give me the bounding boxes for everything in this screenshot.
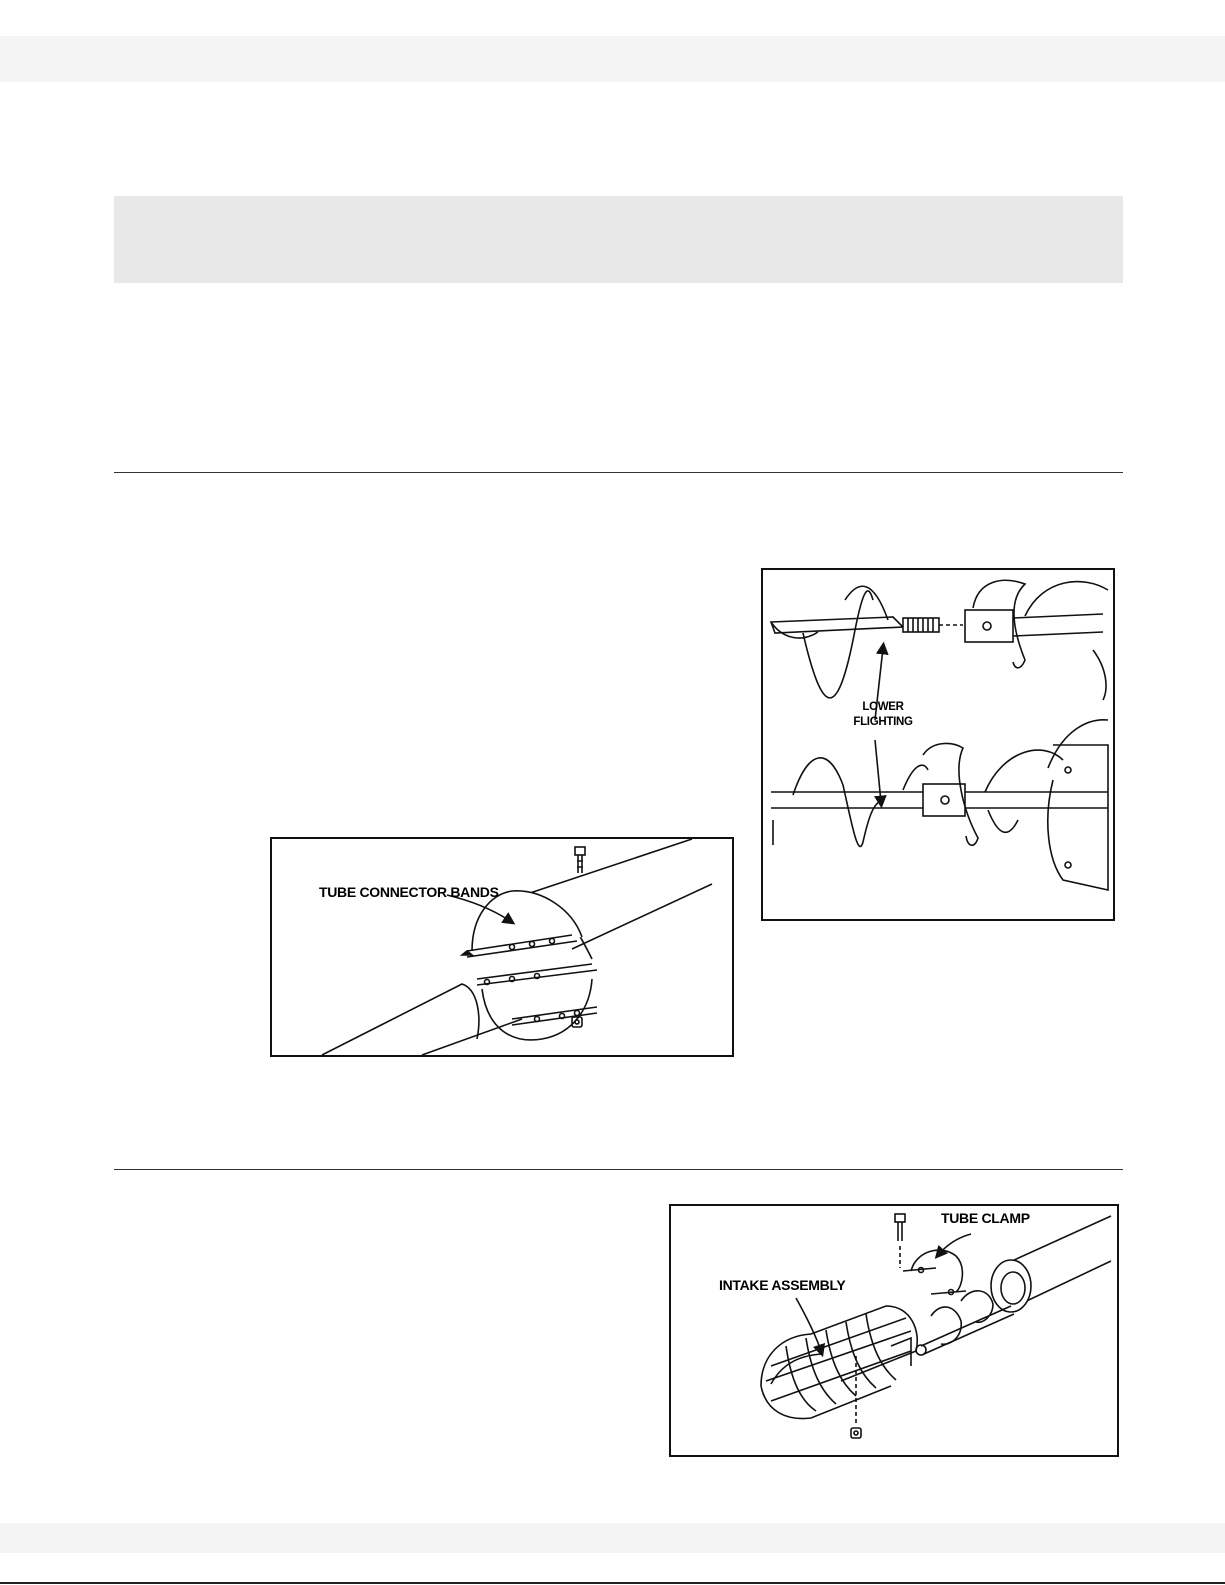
- section-divider-2: [114, 1169, 1123, 1170]
- intake-illustration: [671, 1206, 1117, 1455]
- intake-assembly-label: INTAKE ASSEMBLY: [719, 1277, 846, 1293]
- figure-tube-connector-bands: [270, 837, 734, 1057]
- lower-flighting-label-line1: LOWER: [862, 701, 904, 713]
- bottom-rule: [0, 1582, 1225, 1584]
- tube-connector-bands-label: TUBE CONNECTOR BANDS: [319, 884, 499, 900]
- lower-flighting-label-line2: FLIGHTING: [853, 716, 913, 728]
- connector-bands-illustration: [272, 839, 732, 1055]
- section-divider-1: [114, 472, 1123, 473]
- tube-clamp-label: TUBE CLAMP: [941, 1210, 1030, 1226]
- bottom-margin-band: [0, 1523, 1225, 1553]
- figure-lower-flighting: [761, 568, 1115, 921]
- header-box: [114, 196, 1123, 283]
- top-margin-band: [0, 36, 1225, 82]
- flighting-illustration: [763, 570, 1113, 919]
- figure-intake-assembly: [669, 1204, 1119, 1457]
- lower-flighting-label: [823, 700, 943, 730]
